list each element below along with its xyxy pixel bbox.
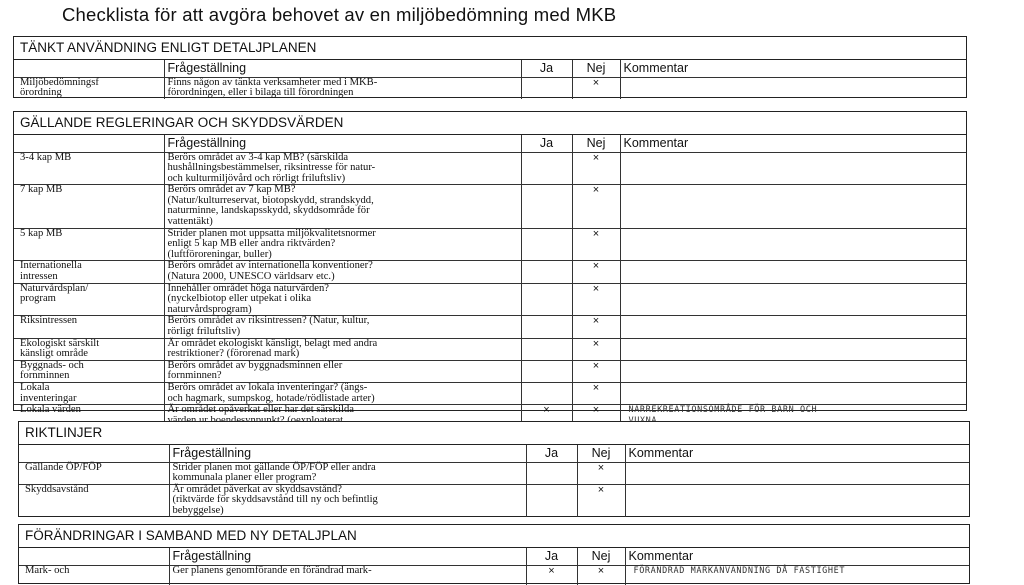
yes-mark: × <box>526 565 577 585</box>
yes-mark <box>521 283 572 316</box>
section-heading: RIKTLINJER <box>19 422 969 445</box>
column-header-comment: Kommentar <box>620 135 966 152</box>
yes-mark <box>526 484 577 517</box>
column-header-no: Nej <box>577 445 625 462</box>
row-comment <box>620 185 966 228</box>
no-mark: × <box>572 360 620 382</box>
section-heading: GÄLLANDE REGLERINGAR OCH SKYDDSVÄRDEN <box>14 112 966 135</box>
row-question: Är området opåverkat eller har det särskilda <box>164 405 521 439</box>
no-mark: × <box>572 316 620 338</box>
row-area: 7 kap MB <box>14 185 164 228</box>
table-row <box>14 382 966 404</box>
row-question: Berörs området av riksintressen? (Natur, kultur, rörligt friluftsliv) <box>164 316 521 338</box>
column-header-yes: Ja <box>526 548 577 565</box>
column-header-question: Frågeställning <box>169 548 526 565</box>
section-changes <box>18 524 970 584</box>
yes-mark <box>521 316 572 338</box>
row-area: Ekologiskt särskilt känsligt område <box>14 338 164 360</box>
row-question: Strider planen mot uppsatta miljökvalitetsnormer enligt 5 kap MB eller andra riktvärden? (luftföroreningar, buller) <box>164 228 521 261</box>
row-question: Är området påverkat av skyddsavstånd? (riktvärde för skyddsavstånd till ny och befintlig bebyggelse) <box>169 484 526 517</box>
no-mark: × <box>577 462 625 484</box>
column-header-no: Nej <box>572 60 620 77</box>
row-comment <box>620 152 966 185</box>
row-question: Berörs området av internationella konventioner? (Natura 2000, UNESCO världsarv etc.) <box>164 261 521 283</box>
checklist-table <box>14 60 966 99</box>
row-area: Mark- och <box>19 565 169 585</box>
row-area: Internationella intressen <box>14 261 164 283</box>
no-mark: × <box>572 77 620 99</box>
row-comment <box>620 316 966 338</box>
row-comment <box>625 462 969 484</box>
row-comment <box>620 382 966 404</box>
row-area: Miljöbedömningsf örordning <box>14 77 164 99</box>
row-area: 3-4 kap MB <box>14 152 164 185</box>
section-regulations <box>13 111 967 417</box>
column-header-no: Nej <box>577 548 625 565</box>
section-guidelines <box>18 421 970 517</box>
table-row <box>19 565 969 585</box>
yes-mark <box>521 261 572 283</box>
table-row <box>19 484 969 517</box>
table-row <box>14 261 966 283</box>
column-header-yes: Ja <box>521 135 572 152</box>
row-comment <box>620 77 966 99</box>
column-header-yes: Ja <box>526 445 577 462</box>
row-question: Berörs området av lokala inventeringar? (ängs- och hagmark, sumpskog, hotade/rödlistade arter) <box>164 382 521 404</box>
row-comment <box>625 484 969 517</box>
row-area: Byggnads- och fornminnen <box>14 360 164 382</box>
yes-mark <box>521 185 572 228</box>
no-mark: × <box>572 152 620 185</box>
column-header-question: Frågeställning <box>164 135 521 152</box>
yes-mark <box>521 360 572 382</box>
table-row <box>14 185 966 228</box>
yes-mark <box>521 152 572 185</box>
checklist-table <box>19 548 969 585</box>
yes-mark <box>521 228 572 261</box>
table-row <box>14 338 966 360</box>
row-comment <box>620 360 966 382</box>
checklist-table <box>14 135 966 439</box>
table-row <box>19 462 969 484</box>
column-header-no: Nej <box>572 135 620 152</box>
no-mark: × <box>577 565 625 585</box>
row-question: Finns någon av tänkta verksamheter med i MKB- förordningen, eller i bilaga till förordningen <box>164 77 521 99</box>
yes-mark <box>526 462 577 484</box>
row-area: Riksintressen <box>14 316 164 338</box>
no-mark: × <box>572 405 620 439</box>
column-header-comment: Kommentar <box>620 60 966 77</box>
row-area: Lokala värden <box>14 405 164 439</box>
section-heading: TÄNKT ANVÄNDNING ENLIGT DETALJPLANEN <box>14 37 966 60</box>
yes-mark: × <box>521 405 572 439</box>
row-question: Berörs området av 7 kap MB? (Natur/kulturreservat, biotopskydd, strandskydd, naturminne, landskapsskydd, skyddsområde för vattentäkt) <box>164 185 521 228</box>
row-area: Skyddsavstånd <box>19 484 169 517</box>
yes-mark <box>521 77 572 99</box>
row-area: Naturvårdsplan/ program <box>14 283 164 316</box>
row-question: Är området ekologiskt känsligt, belagt med andra restriktioner? (förorenad mark) <box>164 338 521 360</box>
row-question: Berörs området av 3-4 kap MB? (särskilda hushållningsbestämmelser, riksintresse för natur- och kulturmiljövård och rörligt friluftsliv) <box>164 152 521 185</box>
checklist-table <box>19 445 969 517</box>
no-mark: × <box>572 283 620 316</box>
handwritten-comment: NÄRREKREATIONSOMRÅDE FÖR BARN OCH <box>628 405 818 416</box>
table-row <box>14 228 966 261</box>
row-area: 5 kap MB <box>14 228 164 261</box>
table-row <box>14 316 966 338</box>
row-comment <box>620 283 966 316</box>
row-question: Innehåller området höga naturvärden? (nyckelbiotop eller utpekat i olika naturvårdsprogram) <box>164 283 521 316</box>
no-mark: × <box>572 261 620 283</box>
column-header-question: Frågeställning <box>164 60 521 77</box>
table-row <box>14 283 966 316</box>
no-mark: × <box>577 484 625 517</box>
row-area: Gällande ÖP/FÖP <box>19 462 169 484</box>
row-question: Ger planens genomförande en förändrad mark- <box>169 565 526 585</box>
no-mark: × <box>572 338 620 360</box>
yes-mark <box>521 382 572 404</box>
yes-mark <box>521 338 572 360</box>
row-question: Berörs området av byggnadsminnen eller fornminnen? <box>164 360 521 382</box>
row-area: Lokala inventeringar <box>14 382 164 404</box>
section-heading: FÖRÄNDRINGAR I SAMBAND MED NY DETALJPLAN <box>19 525 969 548</box>
no-mark: × <box>572 382 620 404</box>
column-header-comment: Kommentar <box>625 445 969 462</box>
row-comment <box>620 261 966 283</box>
table-row <box>14 360 966 382</box>
no-mark: × <box>572 228 620 261</box>
row-question: Strider planen mot gällande ÖP/FÖP eller andra kommunala planer eller program? <box>169 462 526 484</box>
section-intended-use <box>13 36 967 98</box>
no-mark: × <box>572 185 620 228</box>
handwritten-comment: FÖRÄNDRAD MARKANVÄNDNING DÅ FASTIGHET <box>633 565 846 576</box>
column-header-yes: Ja <box>521 60 572 77</box>
document-title: Checklista för att avgöra behovet av en miljöbedömning med MKB <box>62 4 617 25</box>
column-header-question: Frågeställning <box>169 445 526 462</box>
row-comment <box>620 228 966 261</box>
row-comment <box>620 338 966 360</box>
table-row <box>14 77 966 99</box>
column-header-comment: Kommentar <box>625 548 969 565</box>
table-row <box>14 152 966 185</box>
